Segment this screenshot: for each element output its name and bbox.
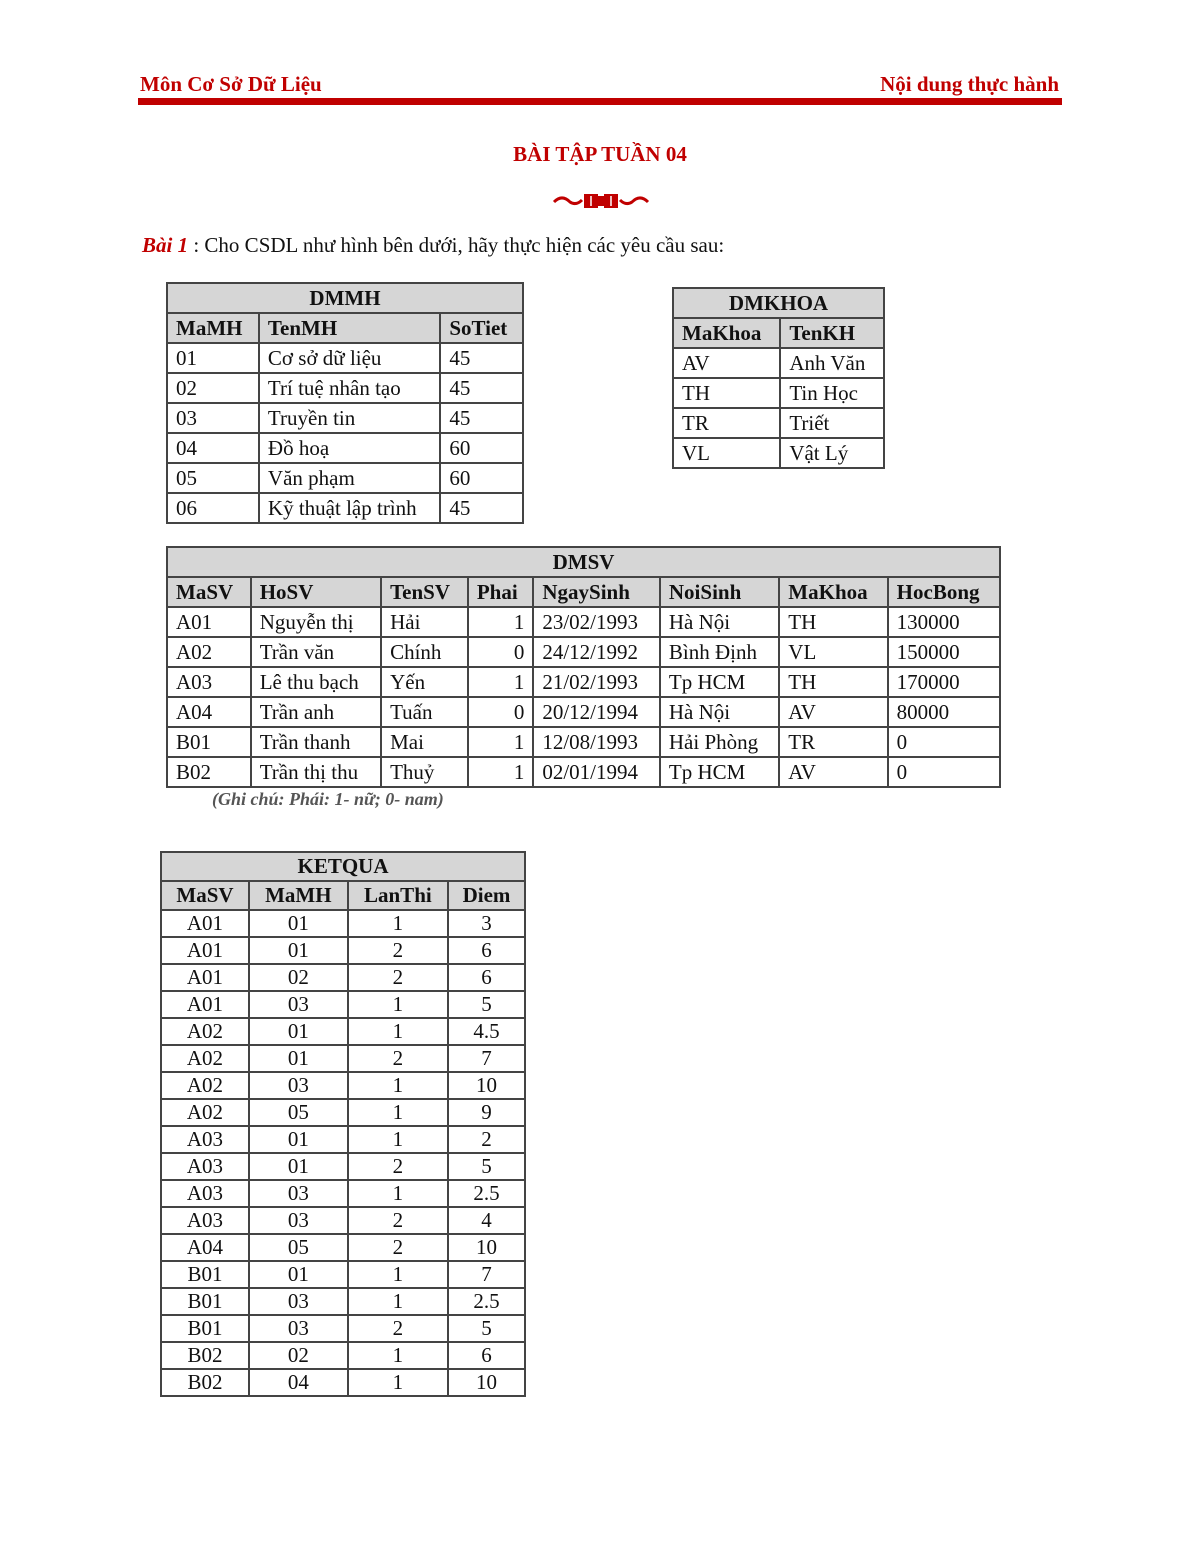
table-cell: A04 (161, 1234, 249, 1261)
header-course-title: Môn Cơ Sở Dữ Liệu (140, 72, 322, 96)
table-cell: B01 (161, 1261, 249, 1288)
table-cell: AV (779, 697, 887, 727)
table-row (167, 607, 1000, 637)
table-row (167, 343, 523, 373)
table-cell: 2 (348, 1234, 448, 1261)
table-row (161, 1342, 525, 1369)
table-cell: 1 (348, 1126, 448, 1153)
table-cell: 03 (167, 403, 259, 433)
table-cell: Truyền tin (259, 403, 440, 433)
table-cell: B02 (161, 1369, 249, 1396)
table-cell: 4.5 (448, 1018, 525, 1045)
table-row (673, 438, 884, 468)
table-cell: Trần thị thu (251, 757, 381, 787)
table-cell: 10 (448, 1072, 525, 1099)
table-cell: 1 (468, 607, 534, 637)
table-cell: 01 (167, 343, 259, 373)
table-cell: 02 (249, 1342, 348, 1369)
table-cell: A02 (161, 1072, 249, 1099)
table-cell: 7 (448, 1045, 525, 1072)
table-cell: Tin Học (780, 378, 884, 408)
table-cell: 1 (348, 1261, 448, 1288)
table-cell: Thuỷ (381, 757, 468, 787)
table-cell: TH (779, 667, 887, 697)
table-row (161, 1234, 525, 1261)
table-row (161, 1099, 525, 1126)
table-cell: Trí tuệ nhân tạo (259, 373, 440, 403)
column-header: HocBong (888, 577, 1000, 607)
table-cell: 02/01/1994 (533, 757, 660, 787)
table-cell: 0 (468, 637, 534, 667)
table-cell: Hải (381, 607, 468, 637)
table-cell: 6 (448, 964, 525, 991)
table-cell: A01 (161, 910, 249, 937)
header-section-title: Nội dung thực hành (880, 72, 1059, 96)
table-cell: 60 (440, 433, 523, 463)
table-row (167, 403, 523, 433)
table-cell: 7 (448, 1261, 525, 1288)
table-cell: 03 (249, 1180, 348, 1207)
table-cell: B01 (161, 1288, 249, 1315)
column-header: NoiSinh (660, 577, 779, 607)
table-cell: 2 (348, 1045, 448, 1072)
table-cell: 06 (167, 493, 259, 523)
table-cell: 9 (448, 1099, 525, 1126)
column-header: MaMH (249, 881, 348, 910)
table-cell: 1 (468, 667, 534, 697)
table-row (161, 1288, 525, 1315)
table-cell: 2 (348, 964, 448, 991)
table-cell: 1 (348, 1018, 448, 1045)
column-header: Diem (448, 881, 525, 910)
table-cell: 1 (468, 757, 534, 787)
table-cell: 3 (448, 910, 525, 937)
table-cell: Tuấn (381, 697, 468, 727)
table-cell: 1 (348, 1099, 448, 1126)
table-cell: AV (779, 757, 887, 787)
column-header: MaKhoa (779, 577, 887, 607)
table-dmkhoa (672, 287, 885, 469)
table-cell: 01 (249, 1153, 348, 1180)
table-cell: B02 (161, 1342, 249, 1369)
column-header: MaSV (161, 881, 249, 910)
gender-note: (Ghi chú: Phái: 1- nữ; 0- nam) (212, 789, 444, 809)
table-cell: 5 (448, 1153, 525, 1180)
table-cell: TR (673, 408, 780, 438)
column-header: TenKH (780, 318, 884, 348)
table-cell: Tp HCM (660, 667, 779, 697)
table-cell: 20/12/1994 (533, 697, 660, 727)
table-cell: 45 (440, 373, 523, 403)
table-cell: Chính (381, 637, 468, 667)
table-cell: 05 (249, 1234, 348, 1261)
table-cell: 01 (249, 910, 348, 937)
table-title: KETQUA (161, 852, 525, 881)
table-row (167, 697, 1000, 727)
table-cell: 23/02/1993 (533, 607, 660, 637)
table-cell: 24/12/1992 (533, 637, 660, 667)
table-cell: A03 (161, 1180, 249, 1207)
table-row (161, 1126, 525, 1153)
table-row (161, 1018, 525, 1045)
table-cell: A03 (161, 1126, 249, 1153)
table-cell: Cơ sở dữ liệu (259, 343, 440, 373)
table-cell: A03 (161, 1207, 249, 1234)
table-cell: B01 (161, 1315, 249, 1342)
table-cell: B01 (167, 727, 251, 757)
table-cell: A01 (167, 607, 251, 637)
table-row (167, 637, 1000, 667)
table-title: DMSV (167, 547, 1000, 577)
column-header: HoSV (251, 577, 381, 607)
table-cell: TR (779, 727, 887, 757)
table-cell: A04 (167, 697, 251, 727)
table-row (161, 1315, 525, 1342)
table-cell: Tp HCM (660, 757, 779, 787)
table-row (161, 1180, 525, 1207)
table-cell: 2.5 (448, 1180, 525, 1207)
table-cell: Nguyễn thị (251, 607, 381, 637)
table-cell: 03 (249, 1207, 348, 1234)
table-cell: 45 (440, 493, 523, 523)
table-row (167, 757, 1000, 787)
table-cell: 12/08/1993 (533, 727, 660, 757)
table-cell: 04 (167, 433, 259, 463)
table-cell: 1 (348, 1180, 448, 1207)
table-cell: A01 (161, 991, 249, 1018)
table-row (161, 1072, 525, 1099)
table-cell: 03 (249, 1072, 348, 1099)
table-cell: A03 (167, 667, 251, 697)
column-header: Phai (468, 577, 534, 607)
table-cell: 4 (448, 1207, 525, 1234)
column-header: TenMH (259, 313, 440, 343)
table-cell: Yến (381, 667, 468, 697)
table-cell: A03 (161, 1153, 249, 1180)
exercise-label: Bài 1 (142, 233, 189, 257)
table-cell: 02 (167, 373, 259, 403)
table-row (167, 667, 1000, 697)
table-cell: TH (779, 607, 887, 637)
exercise-intro (142, 233, 724, 258)
table-cell: 10 (448, 1369, 525, 1396)
table-cell: A02 (161, 1018, 249, 1045)
page-title: BÀI TẬP TUẦN 04 (513, 142, 687, 166)
table-row (161, 1261, 525, 1288)
table-cell: Trần thanh (251, 727, 381, 757)
table-cell: 03 (249, 1315, 348, 1342)
column-header: MaKhoa (673, 318, 780, 348)
table-cell: VL (673, 438, 780, 468)
table-cell: A02 (161, 1045, 249, 1072)
table-cell: 01 (249, 937, 348, 964)
table-cell: 01 (249, 1045, 348, 1072)
column-header: LanThi (348, 881, 448, 910)
table-cell: Bình Định (660, 637, 779, 667)
table-cell: 1 (348, 1369, 448, 1396)
column-header: NgaySinh (533, 577, 660, 607)
table-cell: 2.5 (448, 1288, 525, 1315)
table-row (161, 1045, 525, 1072)
table-cell: Hà Nội (660, 697, 779, 727)
table-cell: 1 (348, 1342, 448, 1369)
table-row (161, 910, 525, 937)
table-cell: Kỹ thuật lập trình (259, 493, 440, 523)
table-row (167, 373, 523, 403)
table-row (673, 408, 884, 438)
table-dmmh (166, 282, 524, 524)
table-cell: Lê thu bạch (251, 667, 381, 697)
table-cell: 60 (440, 463, 523, 493)
table-row (673, 348, 884, 378)
table-cell: A02 (161, 1099, 249, 1126)
column-header: MaMH (167, 313, 259, 343)
table-cell: VL (779, 637, 887, 667)
table-row (161, 964, 525, 991)
table-cell: 04 (249, 1369, 348, 1396)
table-row (167, 727, 1000, 757)
table-cell: 21/02/1993 (533, 667, 660, 697)
header-divider (138, 98, 1062, 105)
table-cell: 2 (348, 1153, 448, 1180)
table-cell: Văn phạm (259, 463, 440, 493)
table-cell: 6 (448, 937, 525, 964)
table-row (161, 1207, 525, 1234)
table-cell: Vật Lý (780, 438, 884, 468)
column-header: SoTiet (440, 313, 523, 343)
table-cell: 02 (249, 964, 348, 991)
table-dmsv (166, 546, 1001, 788)
table-cell: 5 (448, 991, 525, 1018)
table-cell: Trần văn (251, 637, 381, 667)
table-cell: B02 (167, 757, 251, 787)
table-row (161, 1153, 525, 1180)
table-cell: 0 (888, 757, 1000, 787)
table-cell: 1 (348, 1072, 448, 1099)
table-title: DMMH (167, 283, 523, 313)
table-cell: Triết (780, 408, 884, 438)
table-cell: 10 (448, 1234, 525, 1261)
ornament-divider-icon (552, 190, 650, 212)
table-cell: 2 (448, 1126, 525, 1153)
table-row (167, 463, 523, 493)
table-cell: 1 (348, 1288, 448, 1315)
table-cell: 5 (448, 1315, 525, 1342)
table-cell: 2 (348, 1207, 448, 1234)
exercise-text: : Cho CSDL như hình bên dưới, hãy thực hiện các yêu cầu sau: (188, 233, 725, 257)
table-cell: 1 (468, 727, 534, 757)
column-header: MaSV (167, 577, 251, 607)
table-cell: 150000 (888, 637, 1000, 667)
table-cell: TH (673, 378, 780, 408)
table-cell: 170000 (888, 667, 1000, 697)
table-cell: 1 (348, 991, 448, 1018)
table-cell: A01 (161, 964, 249, 991)
table-cell: 01 (249, 1261, 348, 1288)
table-cell: 45 (440, 403, 523, 433)
table-cell: 45 (440, 343, 523, 373)
table-cell: Đồ hoạ (259, 433, 440, 463)
table-cell: 0 (468, 697, 534, 727)
table-row (167, 493, 523, 523)
table-cell: A02 (167, 637, 251, 667)
table-cell: A01 (161, 937, 249, 964)
table-cell: AV (673, 348, 780, 378)
table-row (161, 937, 525, 964)
table-row (673, 378, 884, 408)
table-cell: 05 (249, 1099, 348, 1126)
table-cell: 05 (167, 463, 259, 493)
table-ketqua (160, 851, 526, 1397)
table-cell: 2 (348, 1315, 448, 1342)
table-cell: 03 (249, 1288, 348, 1315)
table-cell: 1 (348, 910, 448, 937)
column-header: TenSV (381, 577, 468, 607)
table-row (161, 1369, 525, 1396)
table-cell: 01 (249, 1126, 348, 1153)
table-cell: 0 (888, 727, 1000, 757)
table-cell: 2 (348, 937, 448, 964)
table-row (167, 433, 523, 463)
table-cell: Hà Nội (660, 607, 779, 637)
table-cell: Trần anh (251, 697, 381, 727)
table-cell: 03 (249, 991, 348, 1018)
table-row (161, 991, 525, 1018)
table-cell: 6 (448, 1342, 525, 1369)
table-cell: 130000 (888, 607, 1000, 637)
table-title: DMKHOA (673, 288, 884, 318)
table-cell: Hải Phòng (660, 727, 779, 757)
table-cell: 01 (249, 1018, 348, 1045)
table-cell: Mai (381, 727, 468, 757)
table-cell: Anh Văn (780, 348, 884, 378)
table-cell: 80000 (888, 697, 1000, 727)
